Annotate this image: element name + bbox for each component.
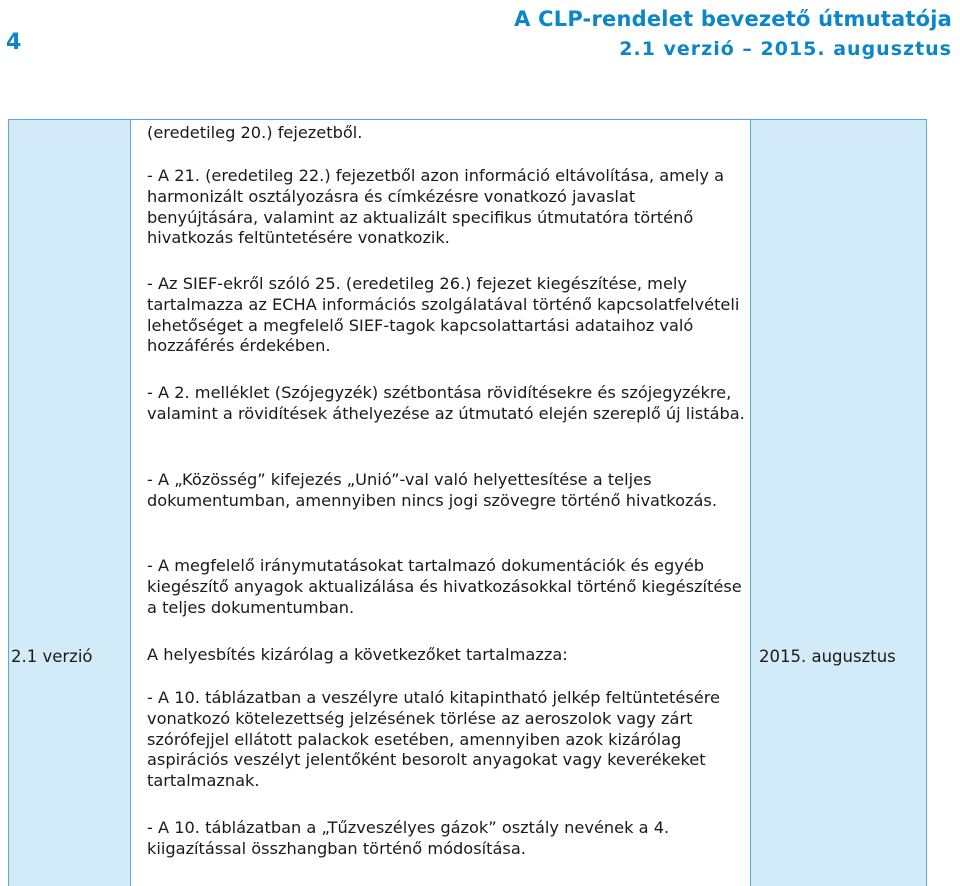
paragraph-2: - A 21. (eredetileg 22.) fejezetből azon információ eltávolítása, amely a harmonizált osztályozásra és címkézésre vonatkozó javaslat benyújtására, valamint az aktualizált specifikus útmutatóra történő hivatkozás feltüntetésére vonatkozik. xyxy=(147,166,725,248)
change-log-table xyxy=(8,119,927,886)
paragraph-1: (eredetileg 20.) fejezetből. xyxy=(147,123,363,142)
paragraph-3: - Az SIEF-ekről szóló 25. (eredetileg 26.) fejezet kiegészítése, mely tartalmazza az ECHA információs szolgálatával történő kapcsolatfelvételi lehetőséget a megfelelő SIEF-tagok kapcsolattartási adataihoz való hozzáférés érdekében. xyxy=(147,274,740,356)
version-cell: 2.1 verzió xyxy=(11,647,93,666)
date-cell: 2015. augusztus xyxy=(759,647,896,666)
date-column xyxy=(751,120,926,886)
document-header xyxy=(514,4,952,64)
paragraph-6: - A megfelelő iránymutatásokat tartalmazó dokumentációk és egyéb kiegészítő anyagok aktualizálása és hivatkozásokkal történő kiegészítése a teljes dokumentumban. xyxy=(147,556,742,617)
paragraph-4: - A 2. melléklet (Szójegyzék) szétbontása rövidítésekre és szójegyzékre, valamint a rövidítések áthelyezése az útmutató elején szereplő új listába. xyxy=(147,383,745,423)
paragraph-8: - A 10. táblázatban a veszélyre utaló kitapintható jelkép feltüntetésére vonatkozó kötelezettség jelzésének törlése az aeroszolok vagy zárt szórófejjel ellátott palackok esetében, amennyiben azok kizárólag aspirációs veszélyt jelentőként besorolt anyagokat vagy keverékeket tartalmaznak. xyxy=(147,688,720,791)
page-number: 4 xyxy=(6,30,22,55)
paragraph-5: - A „Közösség” kifejezés „Unió”-val való helyettesítése a teljes dokumentumban, amennyiben nincs jogi szövegre történő hivatkozás. xyxy=(147,470,717,510)
paragraph-9: - A 10. táblázatban a „Tűzveszélyes gázok” osztály nevének a 4. kiigazítással összhangban történő módosítása. xyxy=(147,818,670,858)
document-title: A CLP-rendelet bevezető útmutatója xyxy=(514,7,952,31)
document-version: 2.1 verzió – 2015. augusztus xyxy=(619,38,952,60)
changes-column xyxy=(131,120,751,886)
version-column xyxy=(9,120,131,886)
paragraph-7: A helyesbítés kizárólag a következőket tartalmazza: xyxy=(147,645,568,664)
